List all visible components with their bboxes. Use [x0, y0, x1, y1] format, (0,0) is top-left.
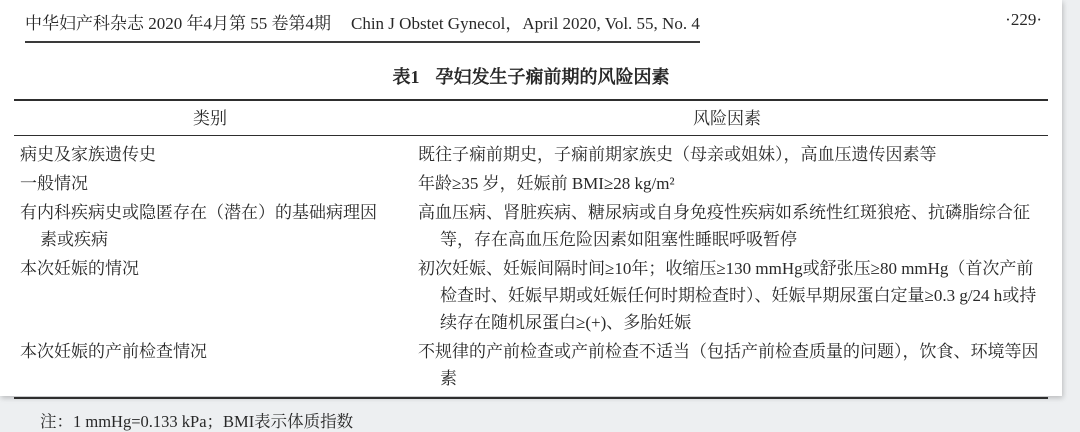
cell-category: 病史及家族遗传史 [20, 145, 156, 164]
journal-citation [25, 9, 700, 43]
table-row [14, 337, 1048, 398]
table-row [14, 169, 1048, 198]
column-header-category: 类别 [14, 100, 406, 136]
table-row [14, 136, 1048, 170]
journal-title-cn: 中华妇产科杂志 2020 年4月第 55 卷第4期 [25, 14, 331, 33]
column-header-factors: 风险因素 [406, 100, 1048, 136]
cell-factors: 年龄≥35 岁，妊娠前 BMI≥28 kg/m² [418, 174, 675, 193]
table-row [14, 254, 1048, 337]
table-label: 表1 [392, 67, 420, 87]
cell-factors: 初次妊娠、妊娠间隔时间≥10年；收缩压≥130 mmHg或舒张压≥80 mmHg（首次产前检查时、妊娠早期或妊娠任何时期检查时）、妊娠早期尿蛋白定量≥0.3 g/24 h或持续存在随机尿蛋白≥(+)、多胎妊娠 [418, 259, 1037, 332]
journal-title-en: Chin J Obstet Gynecol，April 2020, Vol. 55, No. 4 [351, 14, 700, 33]
cell-category: 一般情况 [20, 174, 88, 193]
running-head [0, 0, 1062, 43]
table-title [0, 63, 1062, 89]
table-header-row [14, 100, 1048, 136]
risk-factor-table [14, 99, 1048, 399]
cell-factors: 既往子痫前期史，子痫前期家族史（母亲或姐妹），高血压遗传因素等 [418, 145, 937, 164]
table-row [14, 198, 1048, 254]
cell-category: 有内科疾病史或隐匿存在（潜在）的基础病理因素或疾病 [20, 203, 377, 249]
cell-category: 本次妊娠的产前检查情况 [20, 342, 207, 361]
table-title-text: 孕妇发生子痫前期的风险因素 [435, 67, 670, 87]
cell-factors: 高血压病、肾脏疾病、糖尿病或自身免疫性疾病如系统性红斑狼疮、抗磷脂综合征等，存在高血压危险因素如阻塞性睡眠呼吸暂停 [418, 203, 1030, 249]
page-number: ·229· [1005, 10, 1042, 29]
table-note: 注：1 mmHg=0.133 kPa；BMI表示体质指数 [40, 412, 354, 431]
cell-factors: 不规律的产前检查或产前检查不适当（包括产前检查质量的问题），饮食、环境等因素 [418, 342, 1039, 388]
cell-category: 本次妊娠的情况 [20, 259, 139, 278]
